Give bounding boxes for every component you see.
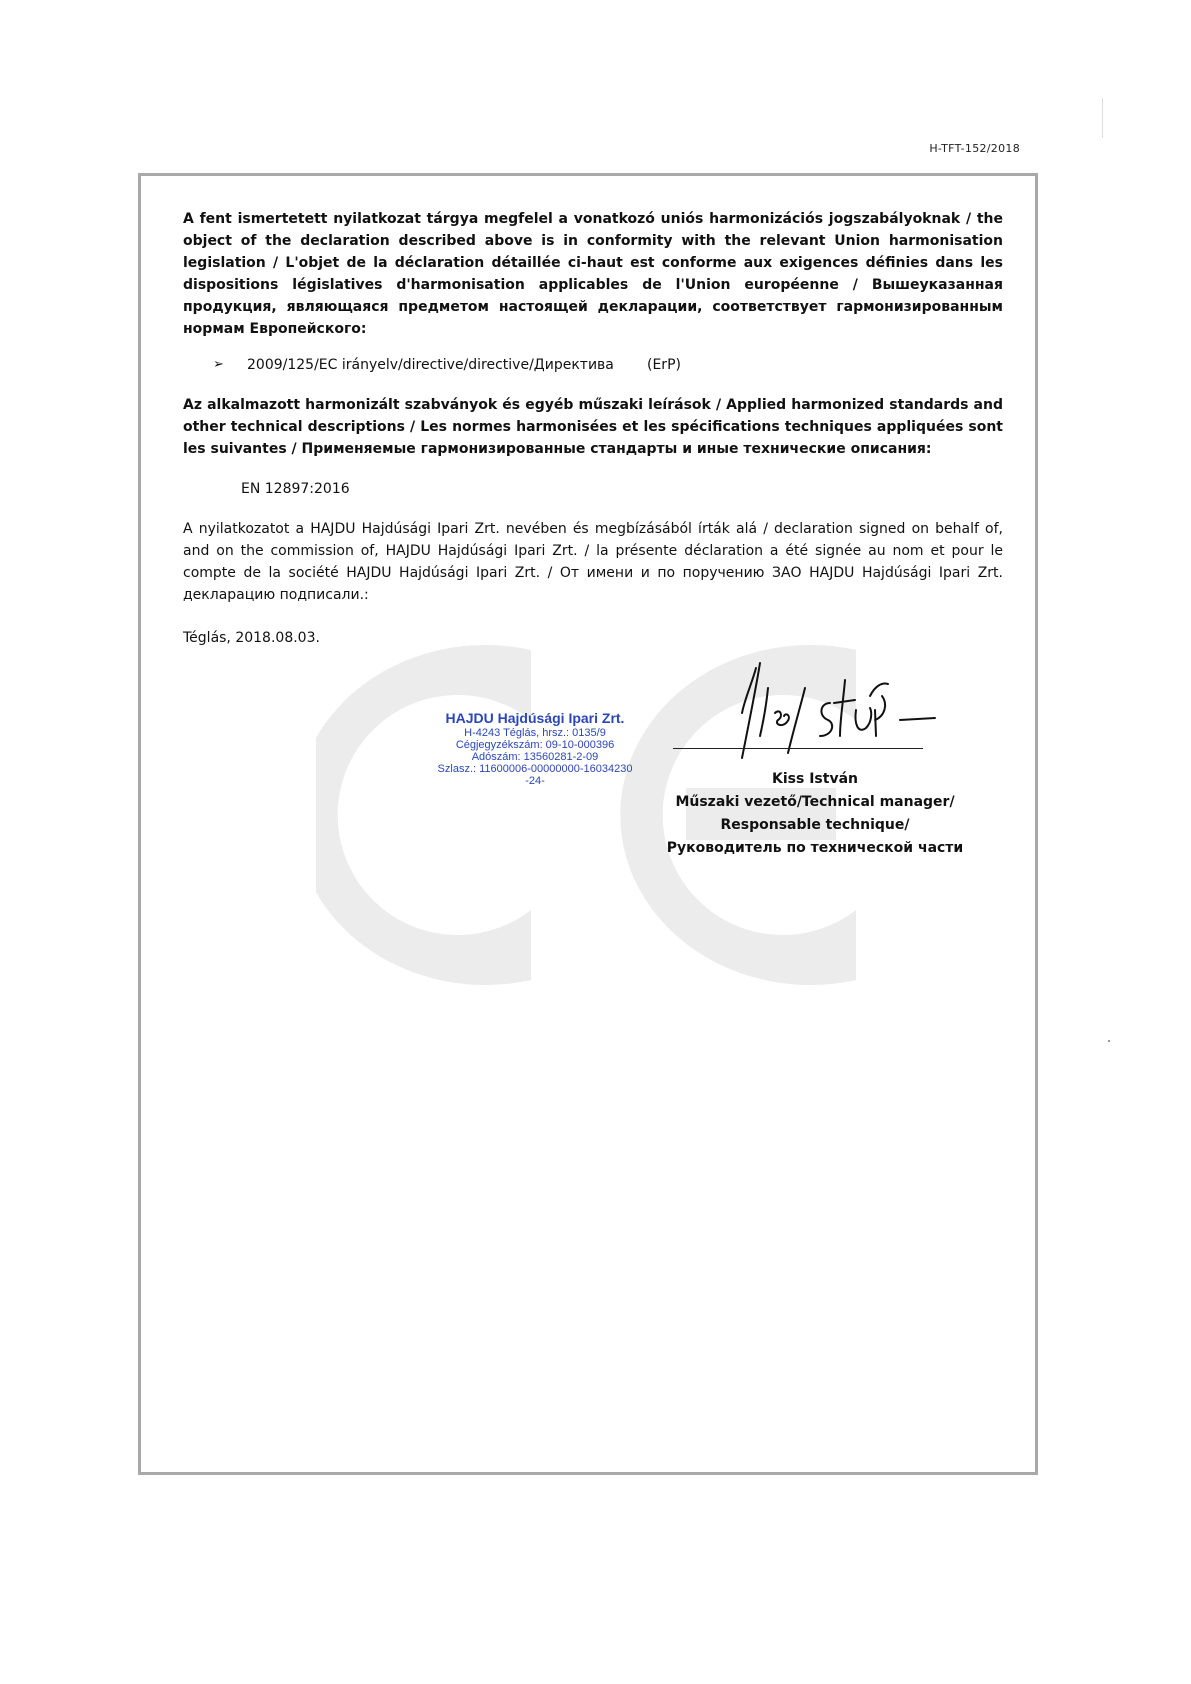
declaration-body [183, 208, 1003, 606]
stamp-number: -24- [525, 775, 545, 787]
handwritten-signature-icon [690, 658, 940, 768]
place-and-date: Téglás, 2018.08.03. [183, 630, 320, 646]
stamp-company-name: HAJDU Hajdúsági Ipari Zrt. [445, 710, 625, 726]
scan-speck [1108, 1040, 1110, 1042]
document-reference: H-TFT-152/2018 [929, 142, 1020, 155]
signature-line [673, 748, 923, 749]
signed-behalf-statement: A nyilatkozatot a HAJDU Hajdúsági Ipari Zrt. nevében és megbízásából írták alá / declaration signed on behalf of, and on the commission of, HAJDU Hajdúsági Ipari Zrt. / la présente déclaration a été signée au nom et pour le compte de la société HAJDU Hajdúsági Ipari Zrt. / От имени и по поручению ЗАО HAJDU Hajdúsági Ipari Zrt. декларацию подписали.: [183, 521, 1003, 603]
directive-text: 2009/125/EC irányelv/directive/directive/Директива [247, 357, 614, 373]
stamp-registry: Cégjegyzékszám: 09-10-000396 [455, 739, 615, 751]
signer-title-line-3: Руководитель по технической части [666, 840, 964, 856]
scan-edge-mark [1102, 98, 1103, 138]
directive-line [213, 354, 1003, 376]
standard-item: EN 12897:2016 [241, 481, 350, 497]
directive-code: (ErP) [647, 357, 681, 373]
stamp-account: Szlasz.: 11600006-00000000-16034230 [437, 763, 633, 775]
stamp-tax-number: Adószám: 13560281-2-09 [471, 751, 599, 763]
conformity-statement: A fent ismertetett nyilatkozat tárgya megfelel a vonatkozó uniós harmonizációs jogszabályoknak / the object of the declaration described above is in conformity with the relevant Union harmonisation legislation / L'objet de la déclaration détaillée ci-haut est conforme aux exigences définies dans les dispositions législatives d'harmonisation applicables de l'Union européenne / Вышеуказанная продукция, являющаяся предметом настоящей декларации, соответствует гармонизированным нормам Европейского: [183, 211, 1003, 337]
stamp-address: H-4243 Téglás, hrsz.: 0135/9 [464, 727, 606, 739]
signer-title-line-1: Műszaki vezető/Technical manager/ [675, 794, 955, 810]
arrow-bullet-icon: ➢ [213, 357, 224, 372]
standards-intro: Az alkalmazott harmonizált szabványok és egyéb műszaki leírások / Applied harmonized standards and other technical descriptions / Les normes harmonisées et les spécifications techniques appliquées sont les suivantes / Применяемые гармонизированные стандарты и иные технические описания: [183, 397, 1003, 457]
signer-title-line-2: Responsable technique/ [720, 817, 910, 833]
company-stamp [410, 710, 660, 787]
signer-name: Kiss István [772, 771, 858, 787]
signer-block [660, 768, 970, 860]
